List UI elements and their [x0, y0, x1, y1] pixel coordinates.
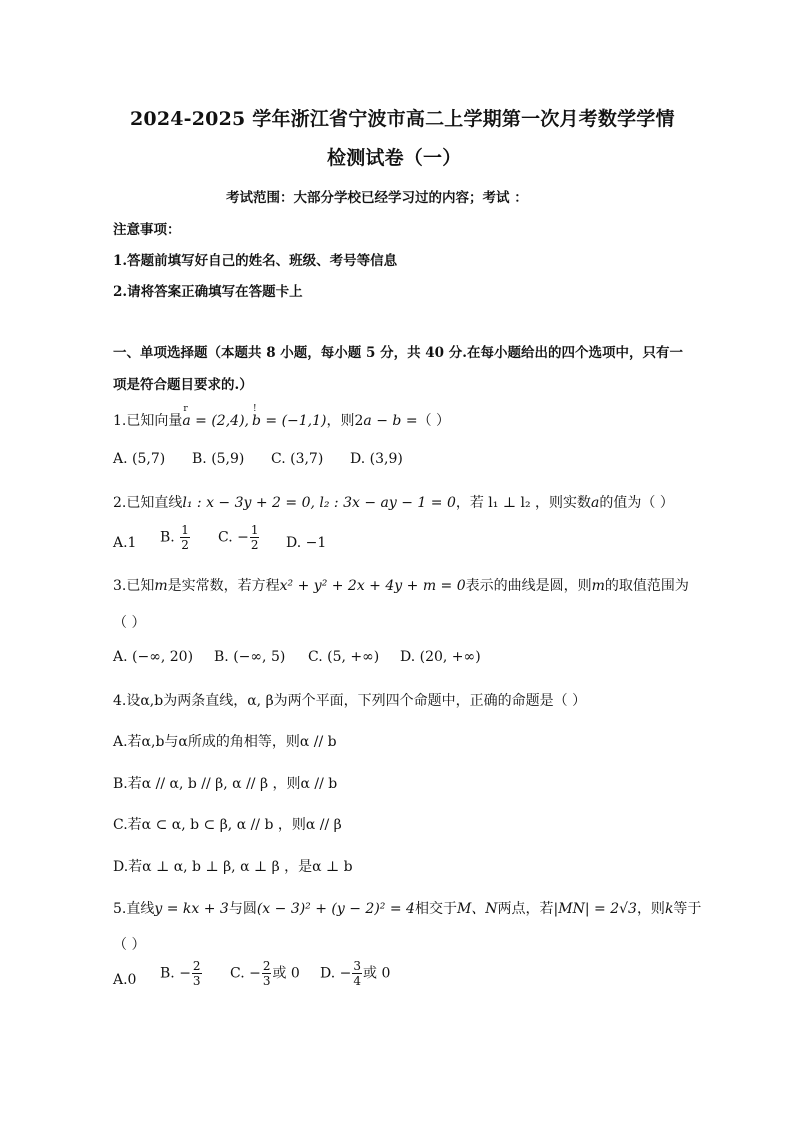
question-1-stem — [113, 404, 451, 430]
q5-option-c-label: C. − — [230, 965, 261, 982]
q1-then: ，则 — [326, 413, 355, 429]
q2-option-c-denominator: 2 — [250, 538, 259, 552]
q3-equation: x² + y² + 2x + 4y + m = 0 — [279, 578, 466, 594]
q2-condition: ，若 l₁ ⊥ l₂ ，则实数 — [455, 495, 592, 511]
q4-option-a: A.若α,b与α所成的角相等，则α // b — [113, 734, 337, 750]
q5-option-c-denominator: 3 — [262, 974, 271, 988]
q1-vector-b-mark: ! — [252, 404, 257, 414]
q2-tail: 的值为（ ） — [599, 495, 674, 511]
exam-scope: 考试范围：大部分学校已经学习过的内容；考试 ： — [226, 190, 528, 206]
q1-vector-a-mark: r — [183, 404, 188, 414]
q5-mid2: 相交于 — [414, 901, 457, 917]
q3-answer-paren: （ ） — [113, 615, 146, 631]
notes-item-1: 1.答题前填写好自己的姓名、班级、考号等信息 — [113, 253, 398, 269]
q2-option-d: D. −1 — [286, 535, 327, 551]
q5-tail: ，则 — [636, 901, 665, 917]
q3-option-a: A. (−∞, 20) — [113, 649, 194, 665]
q2-line-equations: l₁ : x − 3y + 2 = 0, l₂ : 3x − ay − 1 = 0 — [182, 495, 456, 511]
q5-option-b-label: B. − — [160, 965, 191, 982]
q1-vector-a — [182, 404, 249, 429]
notes-item-2: 2.请将答案正确填写在答题卡上 — [113, 284, 303, 300]
q5-option-d-tail: 或 0 — [363, 965, 391, 982]
q2-variable: a — [591, 495, 600, 511]
q5-var-k: k — [664, 901, 674, 917]
q5-answer-paren: （ ） — [113, 937, 146, 953]
q5-option-b — [160, 960, 203, 987]
q2-option-a: A.1 — [113, 535, 137, 551]
question-3-stem — [113, 575, 689, 595]
section-heading-line1: 一、单项选择题（本题共 8 小题，每小题 5 分，共 40 分.在每小题给出的四个选项中，只有一 — [113, 345, 683, 361]
question-4-stem: 4.设α,b为两条直线，α, β为两个平面，下列四个命题中，正确的命题是（ ） — [113, 693, 587, 709]
q4-option-b: B.若α // α, b // β, α // β ，则α // b — [113, 776, 338, 792]
q5-option-a: A.0 — [113, 972, 137, 988]
q5-prefix: 5.直线 — [113, 901, 155, 917]
q2-option-c-label: C. − — [218, 529, 249, 546]
q1-option-a: A. (5,7) — [113, 451, 166, 467]
q3-var-m-2: m — [591, 578, 605, 594]
q5-tail2: 等于 — [673, 901, 702, 917]
q1-expression — [355, 413, 418, 429]
q3-option-b: B. (−∞, 5) — [214, 649, 286, 665]
q1-expr-minus-b: − b = — [371, 413, 418, 429]
question-2-stem — [113, 492, 674, 512]
q5-chord-length: |MN| = 2√3 — [553, 901, 637, 917]
q3-mid: 是实常数，若方程 — [167, 578, 280, 594]
page-title-line1: 2024-2025 学年浙江省宁波市高二上学期第一次月考数学学情 — [130, 108, 675, 130]
q5-option-b-denominator: 3 — [192, 974, 201, 988]
q2-option-b — [160, 524, 191, 551]
q3-tail: 表示的曲线是圆，则 — [465, 578, 592, 594]
q2-option-c — [218, 524, 260, 551]
q5-circle-equation: (x − 3)² + (y − 2)² = 4 — [256, 901, 415, 917]
page-title-line2: 检测试卷（一） — [327, 147, 462, 169]
q5-option-b-numerator: 2 — [192, 959, 201, 973]
q5-line-equation: y = kx + 3 — [154, 901, 229, 917]
q1-option-c: C. (3,7) — [271, 451, 324, 467]
q1-option-d: D. (3,9) — [350, 451, 403, 467]
q4-option-d: D.若α ⊥ α, b ⊥ β, α ⊥ β ，是α ⊥ b — [113, 859, 353, 875]
notes-heading: 注意事项： — [113, 222, 181, 238]
q1-expr-a: a — [363, 413, 372, 429]
q1-answer-paren: （ ） — [417, 413, 451, 429]
q3-var-m: m — [154, 578, 168, 594]
q5-option-c-numerator: 2 — [262, 959, 271, 973]
q5-points: M、N — [456, 901, 498, 917]
q5-option-c — [230, 960, 300, 987]
q1-expr-coef: 2 — [354, 413, 364, 429]
q1-b-equation: b = (−1,1) — [251, 413, 327, 429]
q5-option-d-label: D. − — [320, 965, 352, 982]
q2-option-b-denominator: 2 — [181, 538, 189, 552]
q5-option-c-tail: 或 0 — [272, 965, 300, 982]
q3-option-d: D. (20, +∞) — [400, 649, 481, 665]
q5-option-d-numerator: 3 — [353, 959, 361, 973]
q2-prefix: 2.已知直线 — [113, 495, 183, 511]
q2-option-b-numerator: 1 — [181, 523, 189, 537]
question-5-stem — [113, 898, 701, 918]
q4-option-c: C.若α ⊂ α, b ⊂ β, α // b ，则α // β — [113, 817, 342, 833]
q1-a-equation: a = (2,4), — [182, 413, 249, 429]
q5-option-d-denominator: 4 — [353, 974, 361, 988]
q3-option-c: C. (5, +∞) — [308, 649, 380, 665]
q1-prefix: 1.已知向量 — [113, 413, 183, 429]
q2-option-b-label: B. — [160, 529, 175, 546]
q3-tail2: 的取值范围为 — [604, 578, 689, 594]
q5-option-d — [320, 960, 390, 987]
q2-option-c-numerator: 1 — [250, 523, 259, 537]
q1-vector-b — [251, 404, 327, 429]
q1-option-b: B. (5,9) — [192, 451, 245, 467]
q5-mid3: 两点，若 — [497, 901, 554, 917]
q3-prefix: 3.已知 — [113, 578, 155, 594]
q5-mid: 与圆 — [228, 901, 257, 917]
section-heading-line2: 项是符合题目要求的.） — [113, 377, 253, 393]
